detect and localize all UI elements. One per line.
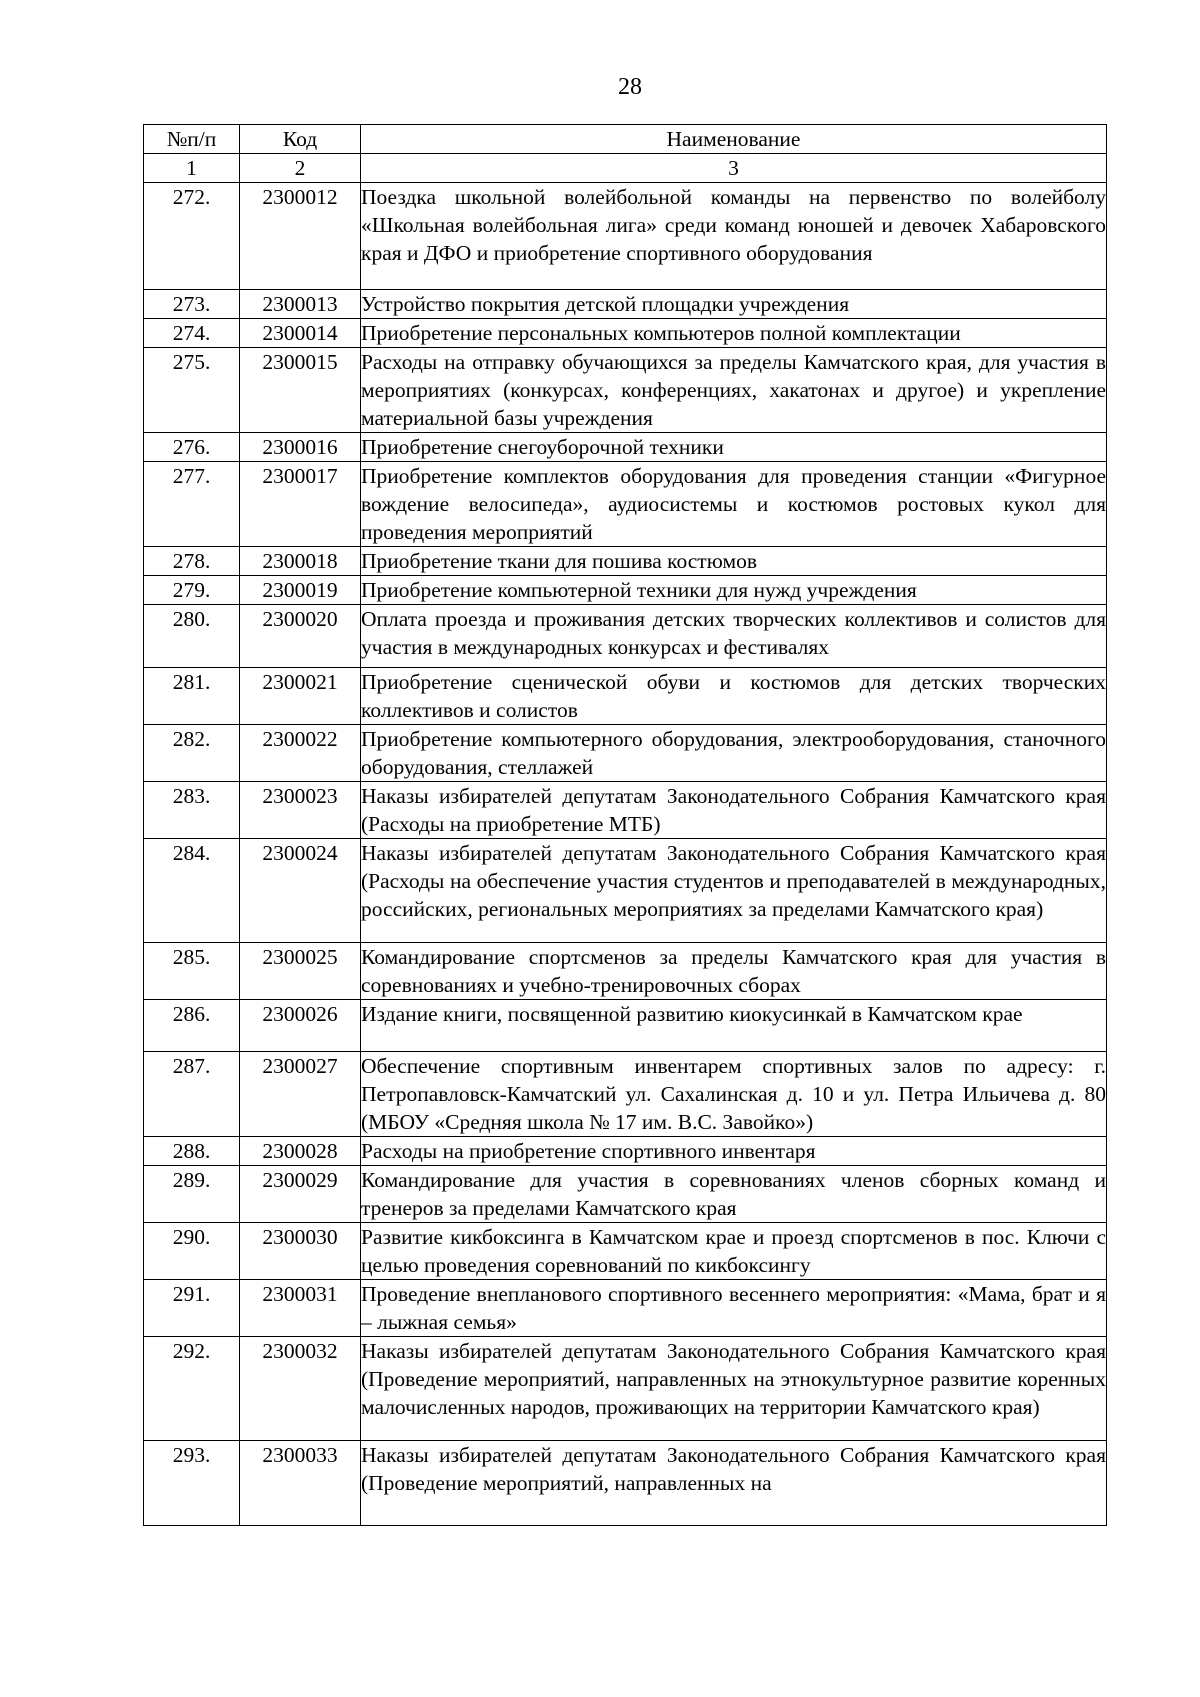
table-row bbox=[144, 1223, 1107, 1280]
row-name: Наказы избирателей депутатам Законодательного Собрания Камчатского края (Расходы на приобретение МТБ) bbox=[361, 782, 1107, 839]
row-code: 2300023 bbox=[240, 782, 361, 839]
row-name: Приобретение ткани для пошива костюмов bbox=[361, 547, 1107, 576]
table-row bbox=[144, 319, 1107, 348]
row-name: Наказы избирателей депутатам Законодательного Собрания Камчатского края (Проведение мероприятий, направленных на bbox=[361, 1441, 1107, 1526]
row-code: 2300014 bbox=[240, 319, 361, 348]
row-number: 292. bbox=[144, 1337, 240, 1441]
table-row bbox=[144, 1166, 1107, 1223]
row-number: 293. bbox=[144, 1441, 240, 1526]
row-code: 2300013 bbox=[240, 290, 361, 319]
column-number-2: 2 bbox=[240, 154, 361, 183]
row-name: Развитие кикбоксинга в Камчатском крае и проезд спортсменов в пос. Ключи с целью проведения соревнований по кикбоксингу bbox=[361, 1223, 1107, 1280]
row-number: 287. bbox=[144, 1052, 240, 1137]
row-name: Командирование для участия в соревнованиях членов сборных команд и тренеров за пределами Камчатского края bbox=[361, 1166, 1107, 1223]
row-code: 2300024 bbox=[240, 839, 361, 943]
row-number: 283. bbox=[144, 782, 240, 839]
row-code: 2300018 bbox=[240, 547, 361, 576]
row-name: Проведение внепланового спортивного весеннего мероприятия: «Мама, брат и я – лыжная семья» bbox=[361, 1280, 1107, 1337]
row-name: Расходы на приобретение спортивного инвентаря bbox=[361, 1137, 1107, 1166]
row-code: 2300026 bbox=[240, 1000, 361, 1052]
row-code: 2300030 bbox=[240, 1223, 361, 1280]
row-code: 2300033 bbox=[240, 1441, 361, 1526]
row-name: Поездка школьной волейбольной команды на первенство по волейболу «Школьная волейбольная лига» среди команд юношей и девочек Хабаровского края и ДФО и приобретение спортивного оборудования bbox=[361, 183, 1107, 290]
row-number: 290. bbox=[144, 1223, 240, 1280]
row-number: 285. bbox=[144, 943, 240, 1000]
row-code: 2300015 bbox=[240, 348, 361, 433]
row-code: 2300021 bbox=[240, 668, 361, 725]
row-number: 281. bbox=[144, 668, 240, 725]
row-number: 286. bbox=[144, 1000, 240, 1052]
table-row bbox=[144, 462, 1107, 547]
table-row bbox=[144, 605, 1107, 668]
row-name: Устройство покрытия детской площадки учреждения bbox=[361, 290, 1107, 319]
row-number: 273. bbox=[144, 290, 240, 319]
row-name: Приобретение комплектов оборудования для проведения станции «Фигурное вождение велосипеда», аудиосистемы и костюмов ростовых кукол для проведения мероприятий bbox=[361, 462, 1107, 547]
row-code: 2300031 bbox=[240, 1280, 361, 1337]
row-name: Расходы на отправку обучающихся за пределы Камчатского края, для участия в мероприятиях (конкурсах, конференциях, хакатонах и другое) и укрепление материальной базы учреждения bbox=[361, 348, 1107, 433]
row-code: 2300016 bbox=[240, 433, 361, 462]
table-row bbox=[144, 782, 1107, 839]
row-code: 2300020 bbox=[240, 605, 361, 668]
budget-codes-table bbox=[143, 124, 1107, 1526]
column-number-3: 3 bbox=[361, 154, 1107, 183]
row-name: Наказы избирателей депутатам Законодательного Собрания Камчатского края (Расходы на обеспечение участия студентов и преподавателей в международных, российских, региональных мероприятиях за пределами Камчатского края) bbox=[361, 839, 1107, 943]
column-numbers-row bbox=[144, 154, 1107, 183]
column-number-1: 1 bbox=[144, 154, 240, 183]
table-row bbox=[144, 1137, 1107, 1166]
table-row bbox=[144, 290, 1107, 319]
row-number: 282. bbox=[144, 725, 240, 782]
row-name: Обеспечение спортивным инвентарем спортивных залов по адресу: г. Петропавловск-Камчатский ул. Сахалинская д. 10 и ул. Петра Ильичева д. 80 (МБОУ «Средняя школа № 17 им. В.С. Завойко») bbox=[361, 1052, 1107, 1137]
row-number: 274. bbox=[144, 319, 240, 348]
row-name: Издание книги, посвященной развитию киокусинкай в Камчатском крае bbox=[361, 1000, 1107, 1052]
row-number: 289. bbox=[144, 1166, 240, 1223]
row-number: 291. bbox=[144, 1280, 240, 1337]
table-row bbox=[144, 1052, 1107, 1137]
row-code: 2300029 bbox=[240, 1166, 361, 1223]
row-name: Приобретение персональных компьютеров полной комплектации bbox=[361, 319, 1107, 348]
row-name: Оплата проезда и проживания детских творческих коллективов и солистов для участия в международных конкурсах и фестивалях bbox=[361, 605, 1107, 668]
table-row bbox=[144, 183, 1107, 290]
table-row bbox=[144, 839, 1107, 943]
table-row bbox=[144, 943, 1107, 1000]
row-code: 2300025 bbox=[240, 943, 361, 1000]
row-number: 288. bbox=[144, 1137, 240, 1166]
row-number: 284. bbox=[144, 839, 240, 943]
row-name: Наказы избирателей депутатам Законодательного Собрания Камчатского края (Проведение мероприятий, направленных на этнокультурное развитие коренных малочисленных народов, проживающих на территории Камчатского края) bbox=[361, 1337, 1107, 1441]
page-number: 28 bbox=[618, 74, 642, 100]
row-number: 277. bbox=[144, 462, 240, 547]
row-name: Командирование спортсменов за пределы Камчатского края для участия в соревнованиях и учебно-тренировочных сборах bbox=[361, 943, 1107, 1000]
table-row bbox=[144, 1000, 1107, 1052]
row-number: 280. bbox=[144, 605, 240, 668]
header-code: Код bbox=[240, 125, 361, 154]
row-name: Приобретение сценической обуви и костюмов для детских творческих коллективов и солистов bbox=[361, 668, 1107, 725]
row-name: Приобретение компьютерной техники для нужд учреждения bbox=[361, 576, 1107, 605]
row-code: 2300027 bbox=[240, 1052, 361, 1137]
row-number: 278. bbox=[144, 547, 240, 576]
table-body bbox=[144, 183, 1107, 1526]
row-code: 2300032 bbox=[240, 1337, 361, 1441]
row-name: Приобретение компьютерного оборудования, электрооборудования, станочного оборудования, стеллажей bbox=[361, 725, 1107, 782]
header-number: №п/п bbox=[144, 125, 240, 154]
row-code: 2300022 bbox=[240, 725, 361, 782]
table-header-row bbox=[144, 125, 1107, 154]
header-name: Наименование bbox=[361, 125, 1107, 154]
table-row bbox=[144, 348, 1107, 433]
row-number: 279. bbox=[144, 576, 240, 605]
row-code: 2300012 bbox=[240, 183, 361, 290]
table-row bbox=[144, 1280, 1107, 1337]
table-row bbox=[144, 668, 1107, 725]
row-code: 2300017 bbox=[240, 462, 361, 547]
table-row bbox=[144, 433, 1107, 462]
row-name: Приобретение снегоуборочной техники bbox=[361, 433, 1107, 462]
table-row bbox=[144, 725, 1107, 782]
table-row bbox=[144, 576, 1107, 605]
table-row bbox=[144, 1337, 1107, 1441]
table-row bbox=[144, 1441, 1107, 1526]
row-number: 276. bbox=[144, 433, 240, 462]
row-number: 272. bbox=[144, 183, 240, 290]
table-row bbox=[144, 547, 1107, 576]
row-code: 2300028 bbox=[240, 1137, 361, 1166]
row-code: 2300019 bbox=[240, 576, 361, 605]
row-number: 275. bbox=[144, 348, 240, 433]
